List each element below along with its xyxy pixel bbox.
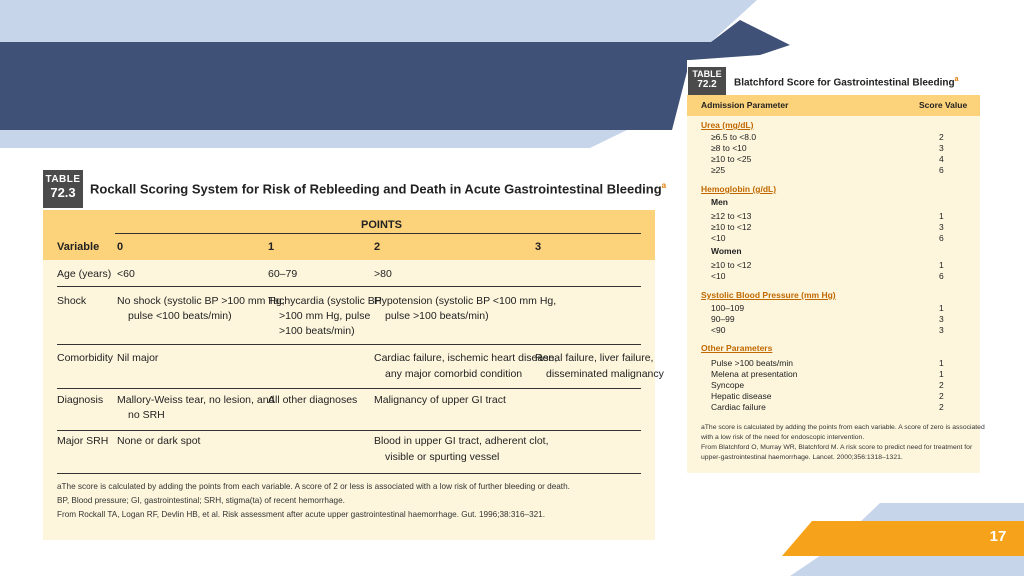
other-item: Melena at presentation: [711, 369, 798, 379]
sbp-score: 3: [939, 325, 944, 335]
light-blue-band: [0, 0, 757, 42]
section-hemoglobin: Hemoglobin (g/dL): [701, 184, 777, 194]
men-item: ≥10 to <12: [711, 222, 752, 232]
rockall-title-sup: a: [661, 181, 667, 190]
women-item: <10: [711, 271, 726, 281]
points-label: POINTS: [361, 219, 402, 231]
rockall-table: [43, 166, 667, 540]
row-divider: [57, 430, 641, 431]
blatchford-badge-label: TABLE: [692, 69, 722, 79]
row-divider: [57, 344, 641, 345]
men-label: Men: [711, 197, 728, 207]
row-comorbidity-label: Comorbidity: [57, 352, 114, 364]
sbp-item: <90: [711, 325, 726, 335]
other-score: 1: [939, 369, 944, 379]
women-score: 1: [939, 260, 944, 270]
rockall-badge-number: 72.3: [50, 185, 76, 200]
women-item: ≥10 to <12: [711, 260, 752, 270]
shock-1-line1: Tachycardia (systolic BP: [268, 295, 382, 307]
comorbidity-3-line2: disseminated malignancy: [546, 368, 664, 380]
urea-item: ≥6.5 to <8.0: [711, 132, 757, 142]
other-score: 2: [939, 380, 944, 390]
men-score: 3: [939, 222, 944, 232]
other-item: Syncope: [711, 380, 745, 390]
blatchford-header: [687, 95, 980, 116]
sbp-item: 100–109: [711, 303, 745, 313]
other-score: 2: [939, 402, 944, 412]
urea-score: 2: [939, 132, 944, 142]
blatchford-footnote-1: aThe score is calculated by adding the points from each variable. A score of zero is associated: [701, 424, 985, 431]
shock-1-line3: >100 beats/min): [279, 325, 355, 337]
age-2: >80: [374, 268, 392, 280]
women-label: Women: [711, 246, 742, 256]
urea-item: ≥25: [711, 165, 726, 175]
comorbidity-3-line1: Renal failure, liver failure,: [535, 352, 654, 364]
comorbidity-0: Nil major: [117, 352, 159, 364]
col-1: 1: [268, 241, 275, 253]
rockall-header: [43, 210, 655, 260]
blatchford-title-text: Blatchford Score for Gastrointestinal Bleeding: [734, 77, 955, 89]
points-rule: [115, 233, 641, 234]
diagnosis-2: Malignancy of upper GI tract: [374, 394, 506, 406]
shock-1-line2: >100 mm Hg, pulse: [279, 310, 371, 322]
shock-0-line2: pulse <100 beats/min): [128, 310, 232, 322]
section-other: Other Parameters: [701, 343, 773, 353]
sbp-score: 3: [939, 314, 944, 324]
men-score: 1: [939, 211, 944, 221]
row-age-label: Age (years): [57, 268, 112, 280]
page-number: 17: [989, 528, 1007, 545]
col-variable: Variable: [57, 241, 100, 253]
blatchford-table: [687, 60, 985, 473]
srh-2-line2: visible or spurting vessel: [385, 451, 500, 463]
rockall-badge-label: TABLE: [45, 174, 81, 185]
blatchford-table-badge: [688, 67, 726, 95]
row-shock-label: Shock: [57, 295, 87, 307]
diagnosis-1: All other diagnoses: [268, 394, 358, 406]
blatchford-badge-number: 72.2: [697, 79, 717, 90]
rockall-title-text: Rockall Scoring System for Risk of Rebleeding and Death in Acute Gastrointestinal Bleeding: [90, 181, 662, 197]
diagnosis-0-line2: no SRH: [128, 409, 165, 421]
men-score: 6: [939, 233, 944, 243]
urea-item: ≥8 to <10: [711, 143, 747, 153]
comorbidity-2-line2: any major comorbid condition: [385, 368, 523, 380]
light-blue-lower-band: [0, 130, 627, 148]
row-srh-label: Major SRH: [57, 435, 109, 447]
rockall-footnote-3: From Rockall TA, Logan RF, Devlin HB, et al. Risk assessment after acute upper gastrointestinal haemorrhage. Gut. 1996;38:316–321.: [57, 510, 546, 519]
col-2: 2: [374, 241, 381, 253]
blatchford-footnote-3: From Blatchford O, Murray WR, Blatchford M. A risk score to predict need for treatment for: [701, 444, 973, 451]
age-1: 60–79: [268, 268, 298, 280]
section-urea: Urea (mg/dL): [701, 120, 754, 130]
row-divider: [57, 473, 641, 474]
col-0: 0: [117, 241, 124, 253]
shock-2-line2: pulse >100 beats/min): [385, 310, 489, 322]
rockall-title: [90, 181, 666, 196]
blatchford-title-sup: a: [954, 76, 959, 83]
urea-item: ≥10 to <25: [711, 154, 752, 164]
men-item: ≥12 to <13: [711, 211, 752, 221]
row-diagnosis-label: Diagnosis: [57, 394, 104, 406]
blatchford-footnote-2: with a low risk of the need for endoscopic intervention.: [701, 434, 865, 441]
srh-0: None or dark spot: [117, 435, 201, 447]
rockall-table-badge: [43, 170, 83, 208]
sbp-score: 1: [939, 303, 944, 313]
shock-0-line1: No shock (systolic BP >100 mm Hg,: [117, 295, 285, 307]
col-3: 3: [535, 241, 542, 253]
shock-2-line1: Hypotension (systolic BP <100 mm Hg,: [374, 295, 557, 307]
other-score: 1: [939, 358, 944, 368]
blatchford-footnote-4: upper-gastrointestinal haemorrhage. Lancet. 2000;356:1318–1321.: [701, 454, 903, 461]
diagnosis-0-line1: Mallory-Weiss tear, no lesion, and: [117, 394, 275, 406]
other-score: 2: [939, 391, 944, 401]
rockall-footnote-1: aThe score is calculated by adding the points from each variable. A score of 2 or less is associated with a low risk of further bleeding or death.: [57, 482, 570, 491]
other-item: Hepatic disease: [711, 391, 772, 401]
men-item: <10: [711, 233, 726, 243]
section-systolic-bp: Systolic Blood Pressure (mm Hg): [701, 290, 836, 300]
urea-score: 4: [939, 154, 944, 164]
blatchford-title: [734, 76, 959, 88]
other-item: Pulse >100 beats/min: [711, 358, 793, 368]
rockall-footnote-2: BP, Blood pressure; GI, gastrointestinal; SRH, stigma(ta) of recent hemorrhage.: [57, 496, 345, 505]
urea-score: 6: [939, 165, 944, 175]
women-score: 6: [939, 271, 944, 281]
other-item: Cardiac failure: [711, 402, 766, 412]
urea-score: 3: [939, 143, 944, 153]
sbp-item: 90–99: [711, 314, 735, 324]
header-score-value: Score Value: [919, 100, 968, 110]
srh-2-line1: Blood in upper GI tract, adherent clot,: [374, 435, 549, 447]
comorbidity-2-line1: Cardiac failure, ischemic heart disease,: [374, 352, 558, 364]
age-0: <60: [117, 268, 135, 280]
row-divider: [57, 388, 641, 389]
header-admission-parameter: Admission Parameter: [701, 100, 789, 110]
row-divider: [57, 286, 641, 287]
